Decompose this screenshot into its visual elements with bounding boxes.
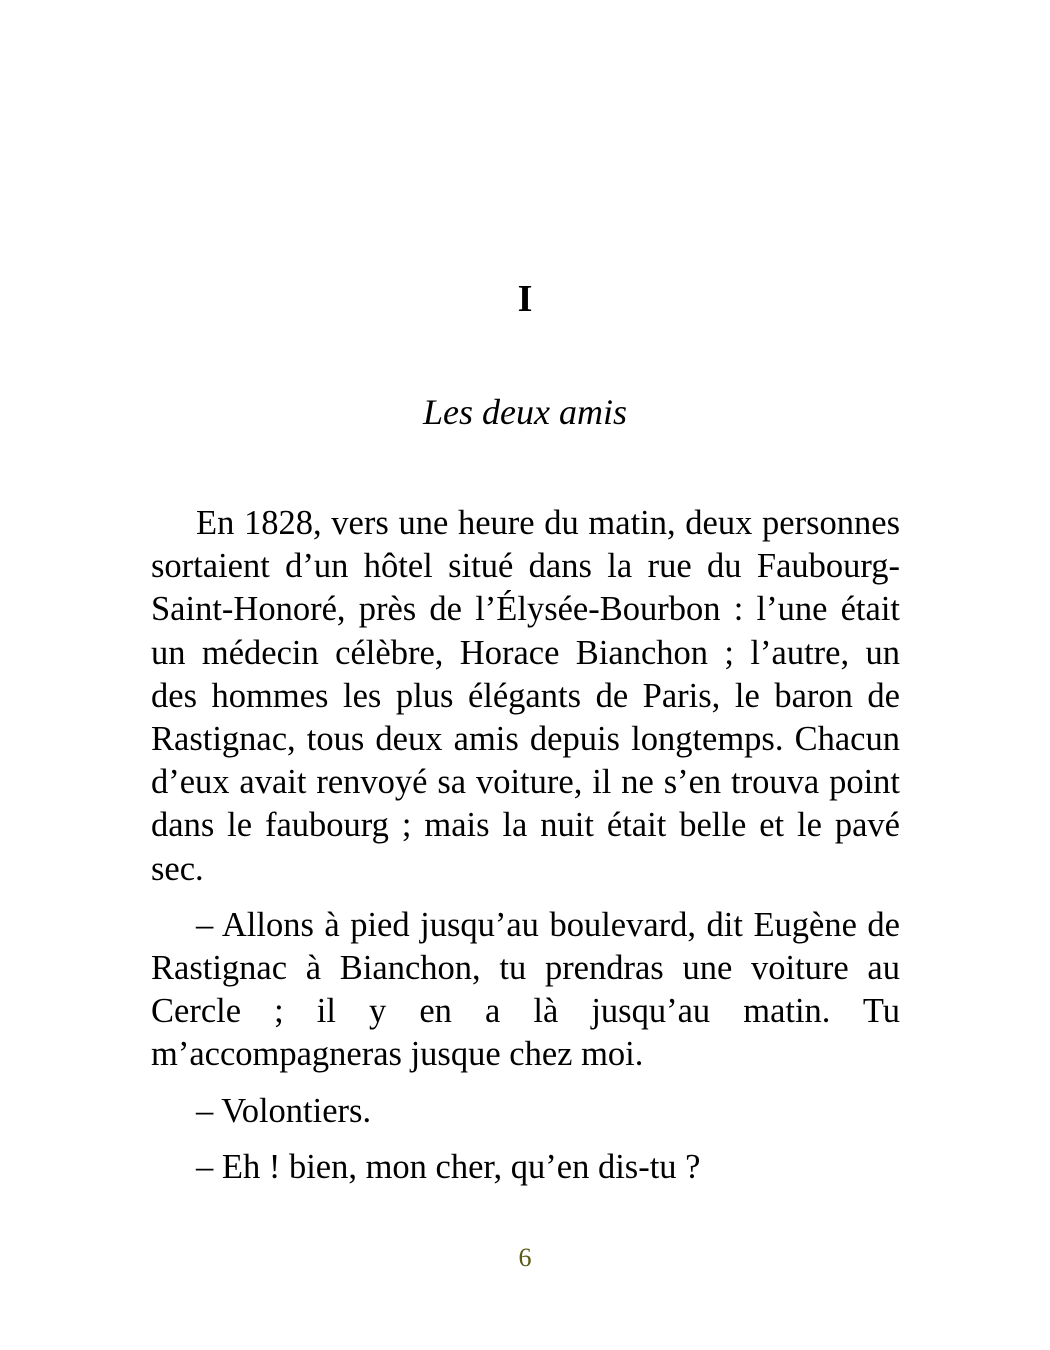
chapter-number: I (517, 278, 533, 320)
paragraph: En 1828, vers une heure du matin, deux personnes sortaient d’un hôtel situé dans la rue du Faubourg-Saint-Honoré, près de l’Élysée-Bourbon : l’une était un médecin célèbre, Horace Bianchon ; l’autre, un des hommes les plus élégants de Paris, le baron de Rastignac, tous deux amis depuis longtemps. Chacun d’eux avait renvoyé sa voiture, il ne s’en trouva point dans le faubourg ; mais la nuit était belle et le pavé sec. (151, 504, 900, 888)
page-number: 6 (518, 1243, 532, 1272)
paragraph: – Allons à pied jusqu’au boulevard, dit Eugène de Rastignac à Bianchon, tu prendras une voiture au Cercle ; il y en a là jusqu’au matin. Tu m’accompagneras jusque chez moi. (151, 905, 900, 1074)
paragraph: – Eh ! bien, mon cher, qu’en dis-tu ? (196, 1147, 701, 1186)
chapter-body (151, 502, 900, 1202)
paragraph: – Volontiers. (196, 1091, 372, 1130)
chapter-title: Les deux amis (423, 392, 627, 432)
